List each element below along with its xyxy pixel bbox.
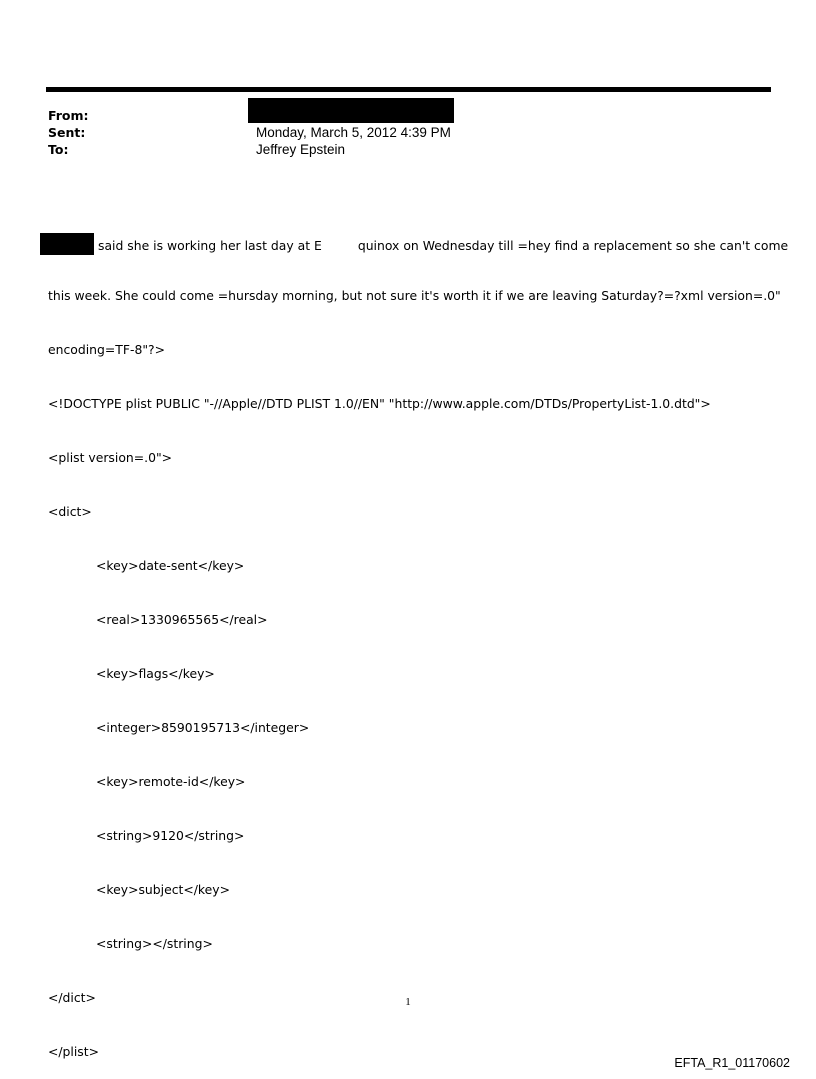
name-redaction-block xyxy=(40,233,94,255)
email-body xyxy=(48,197,789,1079)
body-line-1 xyxy=(48,233,789,253)
document-id: EFTA_R1_01170602 xyxy=(674,1056,790,1070)
sent-label: Sent: xyxy=(48,125,86,140)
body-line-16: </plist> xyxy=(48,1044,100,1059)
body-line-5: <plist version=.0"> xyxy=(48,450,173,465)
from-row xyxy=(48,107,768,124)
to-value: Jeffrey Epstein xyxy=(256,142,346,157)
to-row xyxy=(48,141,768,158)
body-line-6: <dict> xyxy=(48,504,92,519)
body-line-10: <integer>8590195713</integer> xyxy=(96,720,310,735)
body-line-12: <string>9120</string> xyxy=(96,828,245,843)
body-line-1-part-b: quinox on Wednesday till =hey find a replacement so she can't come xyxy=(357,238,789,253)
body-line-4: <!DOCTYPE plist PUBLIC "-//Apple//DTD PLIST 1.0//EN" "http://www.apple.com/DTDs/PropertyList-1.0.dtd"> xyxy=(48,396,711,411)
sent-row xyxy=(48,124,768,141)
sent-value: Monday, March 5, 2012 4:39 PM xyxy=(256,125,451,140)
body-line-7: <key>date-sent</key> xyxy=(96,558,245,573)
body-line-2: this week. She could come =hursday morning, but not sure it's worth it if we are leaving Saturday?=?xml version=.0" xyxy=(48,288,781,303)
header-rule xyxy=(46,87,771,92)
from-label: From: xyxy=(48,108,89,123)
email-header xyxy=(48,107,768,158)
body-line-8: <real>1330965565</real> xyxy=(96,612,268,627)
to-label: To: xyxy=(48,142,69,157)
page-number: 1 xyxy=(405,996,411,1008)
body-line-1-part-a: said she is working her last day at E xyxy=(98,238,322,253)
body-line-11: <key>remote-id</key> xyxy=(96,774,246,789)
body-line-15: </dict> xyxy=(48,990,96,1005)
body-line-14: <string></string> xyxy=(96,936,213,951)
body-line-9: <key>flags</key> xyxy=(96,666,215,681)
from-redaction-block xyxy=(248,98,454,123)
body-line-3: encoding=TF-8"?> xyxy=(48,342,165,357)
body-line-13: <key>subject</key> xyxy=(96,882,230,897)
